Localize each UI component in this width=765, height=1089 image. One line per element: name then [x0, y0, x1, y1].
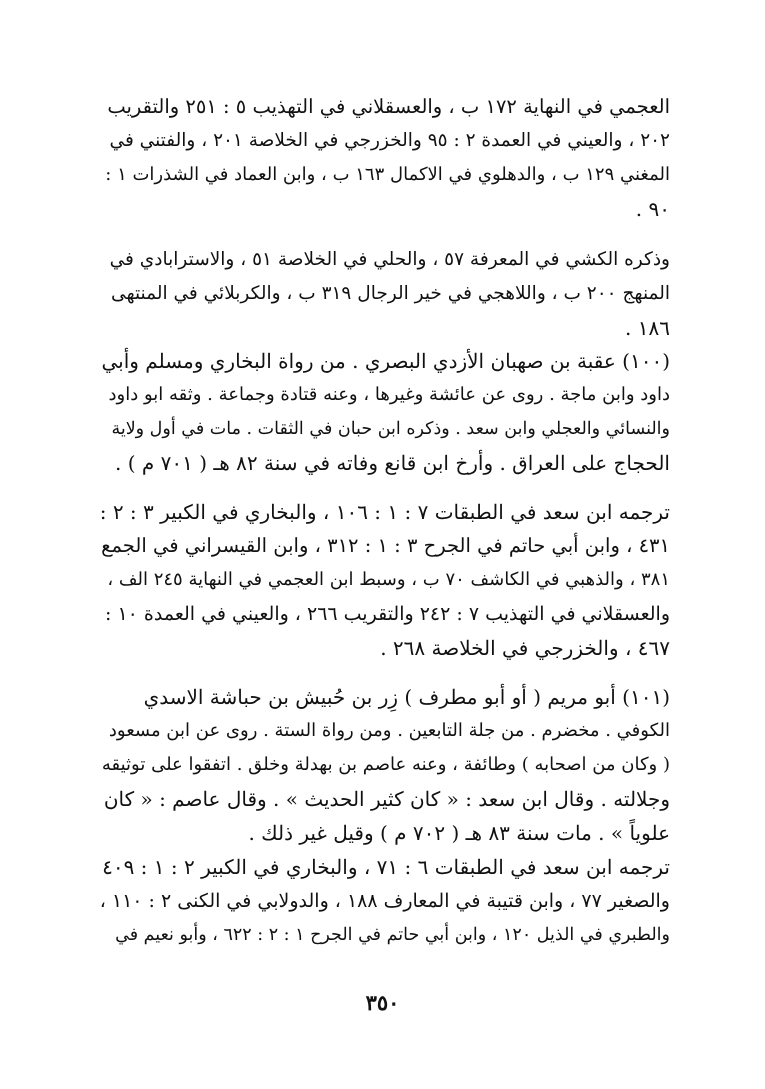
text-line: ترجمه ابن سعد في الطبقات ٧ : ١ : ١٠٦ ، والبخاري في الكبير ٣ : ٢ :: [100, 500, 670, 524]
paragraph-1: [100, 90, 670, 226]
text-line: ٣٨١ ، والذهبي في الكاشف ٧٠ ب ، وسبط ابن العجمي في النهاية ٢٤٥ الف ،: [107, 569, 670, 590]
paragraph-4: [100, 495, 670, 665]
text-line: ترجمه ابن سعد في الطبقات ٦ : ٧١ ، والبخاري في الكبير ٢ : ١ : ٤٠٩: [102, 855, 670, 879]
text-line: المغني ١٢٩ ب ، والدهلوي في الاكمال ١٦٣ ب ، وابن العماد في الشذرات ١ :: [105, 164, 670, 185]
text-line: ٢٠٢ ، والعيني في العمدة ٢ : ٩٥ والخزرجي في الخلاصة ٢٠١ ، والفتني في: [109, 130, 670, 151]
page-number: ٣٥٠: [365, 990, 400, 1015]
text-line: ٤٣١ ، وابن أبي حاتم في الجرح ٣ : ١ : ٣١٢ ، وابن القيسراني في الجمع: [101, 534, 670, 557]
text-line: ١٨٦ .: [625, 316, 670, 340]
text-line: داود وابن ماجة . روى عن عائشة وغيرها ، وعنه قتادة وجماعة . وثقه ابو داود: [108, 384, 670, 405]
text-line: علوياً » . مات سنة ٨٣ هـ ( ٧٠٢ م ) وقيل غير ذلك .: [248, 821, 670, 845]
text-line: المنهج ٢٠٠ ب ، واللاهجي في خير الرجال ٣١٩ ب ، والكربلائي في المنتهى: [111, 283, 670, 304]
text-line: والعسقلاني في التهذيب ٧ : ٢٤٢ والتقريب ٢٦٦ ، والعيني في العمدة ١٠ :: [105, 603, 670, 625]
text-line: ٩٠ .: [635, 197, 670, 221]
text-line: ( وكان من اصحابه ) وطائفة ، وعنه عاصم بن بهدلة وخلق . اتفقوا على توثيقه: [101, 754, 670, 775]
paragraph-2: [100, 243, 670, 345]
text-line: ٤٦٧ ، والخزرجي في الخلاصة ٢٦٨ .: [380, 636, 670, 660]
text-line: والصغير ٧٧ ، وابن قتيبة في المعارف ١٨٨ ، والدولابي في الكنى ٢ : ١١٠ ،: [100, 890, 670, 912]
text-line: والنسائي والعجلي وابن سعد . وذكره ابن حبان في الثقات . مات في أول ولاية: [111, 419, 670, 439]
text-line: (١٠٠) عقبة بن صهبان الأزدي البصري . من رواة البخاري ومسلم وأبي: [101, 349, 670, 373]
paragraph-entry-100: [100, 344, 670, 480]
text-line: (١٠١) أبو مريم ( أو أبو مطرف ) زِر بن حُبيش بن حباشة الاسدي: [143, 685, 670, 709]
text-line: الكوفي . مخضرم . من جلة التابعين . ومن رواة الستة . روى عن ابن مسعود: [108, 720, 670, 741]
text-line: الحجاج على العراق . وأرخ ابن قانع وفاته في سنة ٨٢ هـ ( ٧٠١ م ) .: [114, 451, 670, 475]
text-line: وذكره الكشي في المعرفة ٥٧ ، والحلي في الخلاصة ٥١ ، والاسترابادي في: [109, 249, 670, 270]
paragraph-6: [100, 850, 670, 952]
text-line: والطبري في الذيل ١٢٠ ، وابن أبي حاتم في الجرح ١ : ٢ : ٦٢٢ ، وأبو نعيم في: [115, 925, 670, 945]
text-line: وجلالته . وقال ابن سعد : « كان كثير الحديث » . وقال عاصم : « كان: [103, 787, 670, 811]
paragraph-entry-101: [100, 680, 670, 850]
text-line: العجمي في النهاية ١٧٢ ب ، والعسقلاني في التهذيب ٥ : ٢٥١ والتقريب: [107, 95, 670, 118]
